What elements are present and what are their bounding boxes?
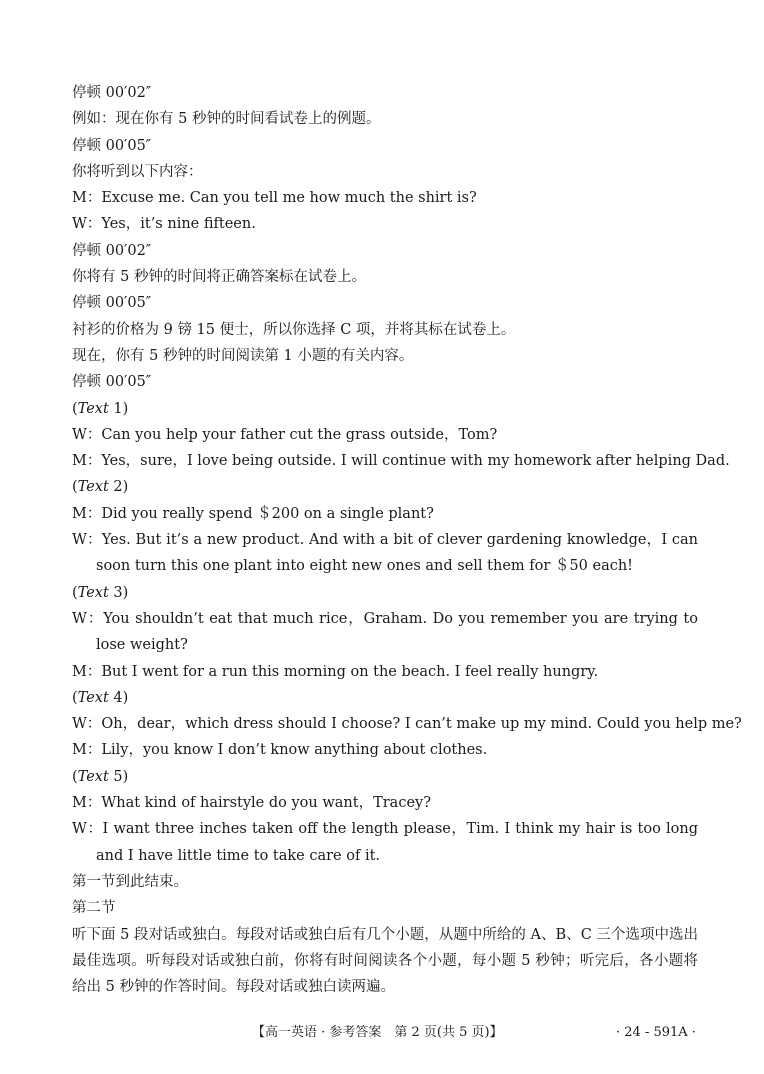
dialogue-line: W：You shouldn’t eat that much rice，Graham. Do you remember you are trying to lose weight? xyxy=(72,610,698,654)
text-number: 3) xyxy=(108,584,129,601)
dialogue-line: M：But I went for a run this morning on the beach. I feel really hungry. xyxy=(72,663,599,680)
section-end-text: 第一节到此结束。 xyxy=(72,873,188,890)
text-label: Text xyxy=(77,689,109,706)
text-line: 你将听到以下内容： xyxy=(72,163,203,180)
text-heading: (Text 1) xyxy=(72,400,129,417)
text-number: 4) xyxy=(108,689,129,706)
text-label: Text xyxy=(77,768,109,785)
text-line: 停顿 00′05″ xyxy=(72,374,152,391)
dialogue-line: W：Oh，dear，which dress should I choose? I can’t make up my mind. Could you help me? xyxy=(72,716,742,733)
dialogue-line: W：Can you help your father cut the grass outside，Tom? xyxy=(72,426,498,443)
text-line: 停顿 00′02″ xyxy=(72,85,152,101)
text-line: 停顿 00′05″ xyxy=(72,295,152,312)
text-number: 2) xyxy=(108,479,129,496)
text-line: 停顿 00′05″ xyxy=(72,137,152,154)
footer-code: · 24 - 591A · xyxy=(616,1025,696,1040)
text-label: Text xyxy=(77,479,109,496)
dialogue-line: W：I want three inches taken off the length please，Tim. I think my hair is too long and I have little time to take care of it. xyxy=(72,821,698,864)
document-body xyxy=(72,80,742,1000)
footer-page-info: 【高一英语 · 参考答案 第 2 页(共 5 页)】 xyxy=(252,1025,503,1040)
dialogue-line: W：Yes，it’s nine fifteen. xyxy=(72,216,256,233)
text-line: 停顿 00′02″ xyxy=(72,242,152,259)
text-line: 现在，你有 5 秒钟的时间阅读第 1 小题的有关内容。 xyxy=(72,347,414,364)
text-heading: (Text 3) xyxy=(72,584,129,601)
dialogue-line: M：Excuse me. Can you tell me how much the shirt is? xyxy=(72,190,477,207)
section-heading: 第二节 xyxy=(72,900,116,917)
text-label: Text xyxy=(77,584,109,601)
dialogue-line: M：Yes，sure，I love being outside. I will continue with my homework after helping Dad. xyxy=(72,453,730,470)
text-label: Text xyxy=(77,400,109,417)
section-instructions: 听下面 5 段对话或独白。每段对话或独白后有几个小题，从题中所给的 A、B、C 三个选项中选出最佳选项。听每段对话或独白前，你将有时间阅读各个小题，每小题 5 秒钟；听完后，各小题将给出 5 秒钟的作答时间。每段对话或独白读两遍。 xyxy=(72,926,698,996)
dialogue-line: M：Did you really spend ＄200 on a single plant? xyxy=(72,505,434,522)
dialogue-line: M：Lily，you know I don’t know anything about clothes. xyxy=(72,742,488,759)
dialogue-line: M：What kind of hairstyle do you want，Tracey? xyxy=(72,795,431,812)
text-line: 你将有 5 秒钟的时间将正确答案标在试卷上。 xyxy=(72,269,366,286)
text-line: 例如：现在你有 5 秒钟的时间看试卷上的例题。 xyxy=(72,111,381,128)
text-heading: (Text 4) xyxy=(72,689,129,706)
text-heading: (Text 5) xyxy=(72,768,129,785)
dialogue-line: W：Yes. But it’s a new product. And with a bit of clever gardening knowledge，I can soon turn this one plant into eight new ones and sell them for ＄50 each! xyxy=(72,532,698,575)
text-number: 1) xyxy=(108,400,129,417)
text-line: 衬衫的价格为 9 镑 15 便士，所以你选择 C 项，并将其标在试卷上。 xyxy=(72,321,516,338)
text-heading: (Text 2) xyxy=(72,479,129,496)
text-number: 5) xyxy=(108,768,129,785)
